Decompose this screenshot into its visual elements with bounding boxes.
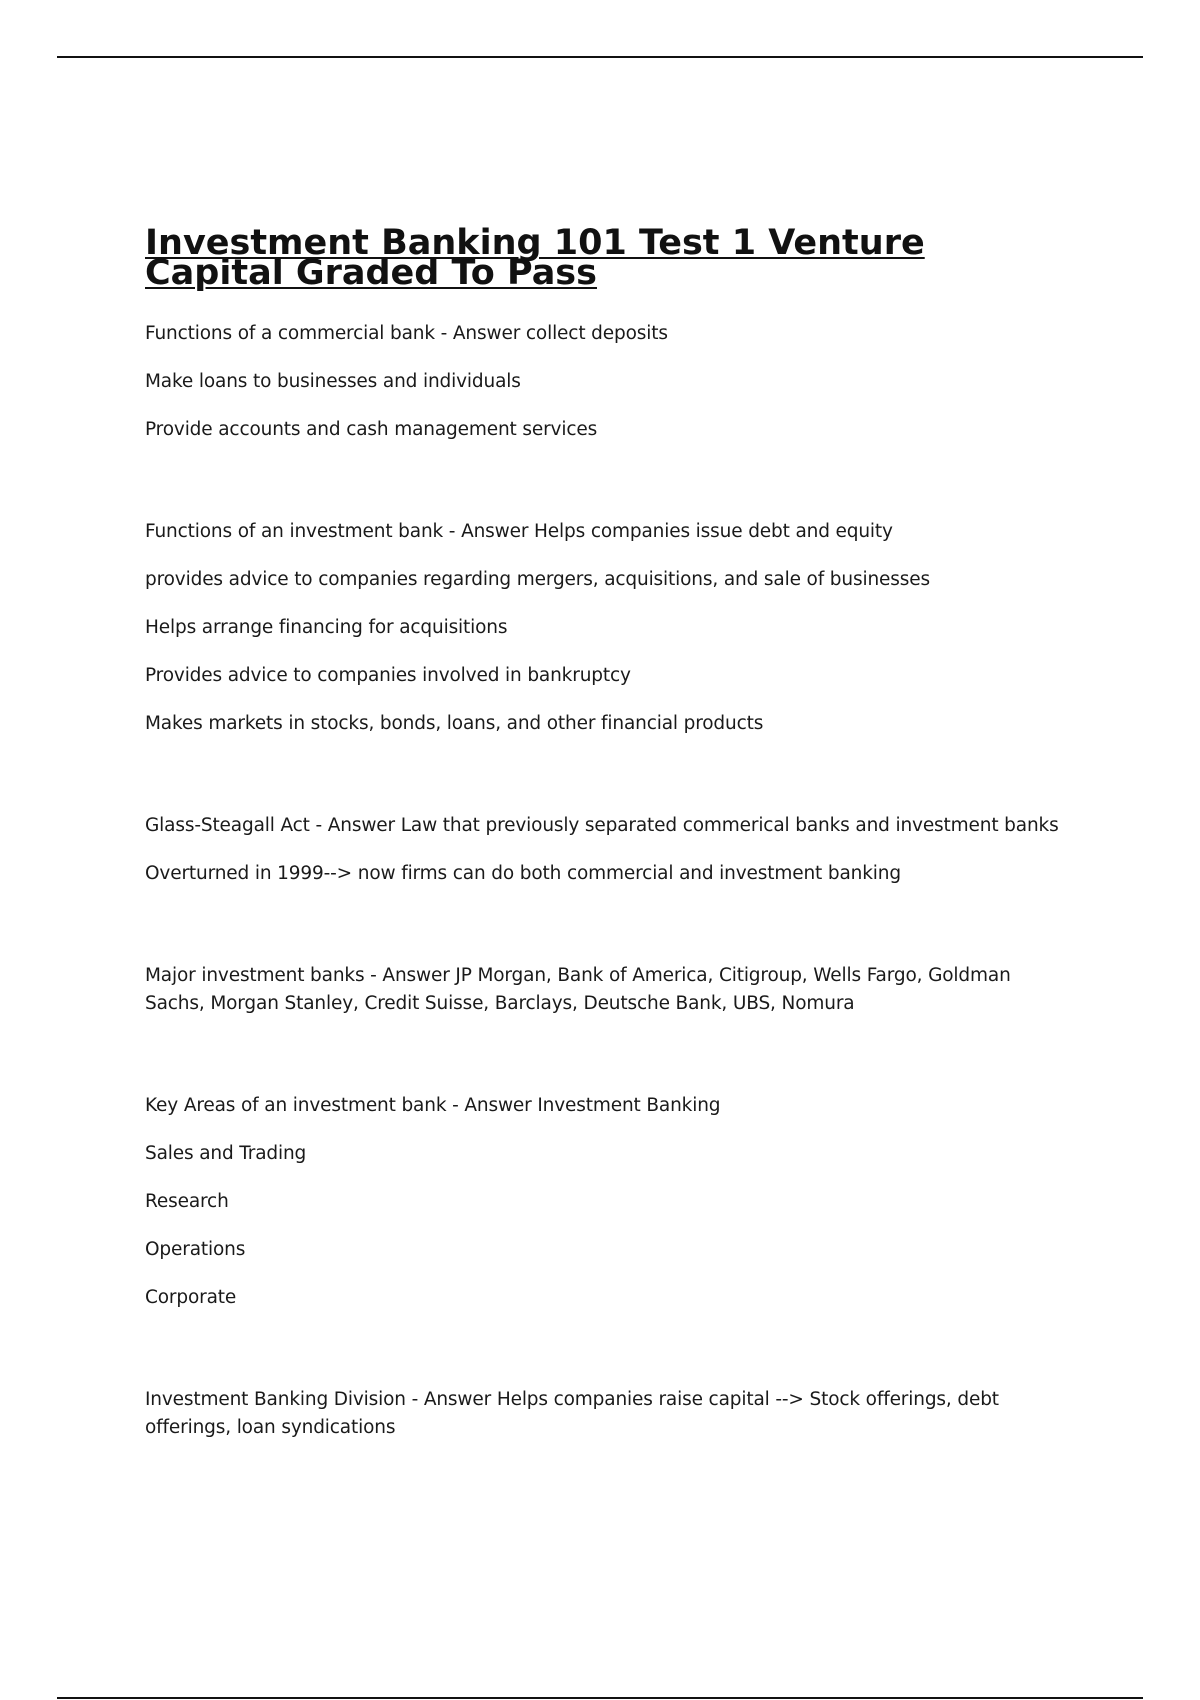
text-line: Sales and Trading [145, 1143, 307, 1164]
text-line: Glass-Steagall Act - Answer Law that previously separated commerical banks and investment banks [145, 815, 1059, 836]
section-gap [145, 1038, 1065, 1066]
section-major-banks [145, 962, 1065, 1018]
section-ib-division [145, 1386, 1065, 1442]
section-commercial-bank [145, 320, 1065, 444]
section-gap [145, 908, 1065, 936]
text-line: Major investment banks - Answer JP Morgan, Bank of America, Citigroup, Wells Fargo, Goldman Sachs, Morgan Stanley, Credit Suisse, Barclays, Deutsche Bank, UBS, Nomura [145, 965, 1011, 1014]
document-body [145, 223, 1065, 1462]
section-gap [145, 1332, 1065, 1360]
text-line: Investment Banking Division - Answer Helps companies raise capital --> Stock offerings, debt offerings, loan syndications [145, 1389, 999, 1438]
section-gap [145, 464, 1065, 492]
text-line: Research [145, 1191, 229, 1212]
text-line: Operations [145, 1239, 246, 1260]
section-key-areas [145, 1092, 1065, 1312]
text-line: Functions of an investment bank - Answer Helps companies issue debt and equity [145, 521, 893, 542]
section-glass-steagall [145, 812, 1065, 888]
section-gap [145, 758, 1065, 786]
text-line: Helps arrange financing for acquisitions [145, 617, 508, 638]
text-line: Overturned in 1999--> now firms can do both commercial and investment banking [145, 863, 901, 884]
text-line: Makes markets in stocks, bonds, loans, and other financial products [145, 713, 764, 734]
text-line: Make loans to businesses and individuals [145, 371, 521, 392]
text-line: Provides advice to companies involved in bankruptcy [145, 665, 631, 686]
text-line: Corporate [145, 1287, 237, 1308]
text-line: Key Areas of an investment bank - Answer Investment Banking [145, 1095, 721, 1116]
top-rule [57, 56, 1143, 58]
bottom-rule [57, 1697, 1143, 1699]
document-title: Investment Banking 101 Test 1 Venture Capital Graded To Pass [145, 223, 925, 293]
text-line: Provide accounts and cash management services [145, 419, 598, 440]
text-line: provides advice to companies regarding mergers, acquisitions, and sale of businesses [145, 569, 930, 590]
section-investment-bank [145, 518, 1065, 738]
text-line: Functions of a commercial bank - Answer collect deposits [145, 323, 668, 344]
